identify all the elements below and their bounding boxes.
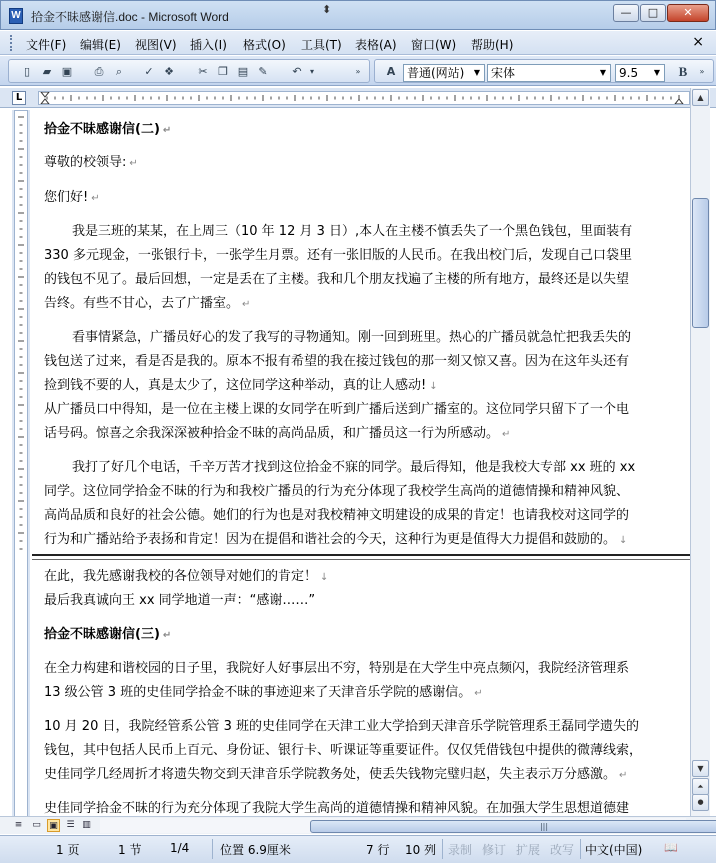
status-track-changes[interactable]: 修订 (482, 843, 507, 857)
body-line[interactable]: 从广播员口中得知，是一位在主楼上课的女同学在听到广播后送到广播室的。这位同学只留下了一个电 (44, 402, 630, 417)
document-close-button[interactable]: × (692, 34, 704, 50)
status-language[interactable]: 中文(中国) (585, 843, 643, 857)
menu-insert[interactable]: 插入(I) (190, 38, 227, 52)
horizontal-scroll-thumb[interactable]: ||| (310, 820, 716, 833)
web-layout-view-icon[interactable]: ▭ (32, 820, 41, 830)
toolbar-options-icon[interactable]: » (699, 67, 705, 76)
vertical-ruler-ticks (15, 111, 27, 551)
reading-layout-view-icon[interactable]: ▥ (82, 820, 91, 830)
body-line[interactable]: 13 级公管 3 班的史佳同学拾金不昧的事迹迎来了天津音乐学院的感谢信。 ↵ (44, 685, 483, 700)
paragraph-mark-icon: ↵ (162, 630, 172, 641)
toolbar-options-icon[interactable]: » (355, 67, 361, 76)
open-folder-icon[interactable]: ▰ (42, 65, 52, 78)
copy-icon[interactable]: ❐ (218, 65, 228, 78)
cut-icon[interactable]: ✂ (198, 65, 208, 78)
chevron-down-icon: ▼ (653, 68, 661, 77)
undo-dropdown-icon[interactable]: ▾ (309, 67, 314, 76)
heading-letter-2[interactable]: 拾金不昧感谢信(二) ↵ (44, 122, 172, 137)
save-icon[interactable]: ▣ (61, 65, 73, 78)
status-record[interactable]: 录制 (448, 843, 473, 857)
page-break (32, 554, 690, 560)
word-app-icon[interactable]: W (9, 8, 23, 24)
print-preview-icon[interactable]: ⌕ (115, 65, 123, 78)
status-page[interactable]: 1 页 (56, 843, 80, 857)
undo-icon[interactable]: ↶ (292, 65, 302, 78)
status-bar (0, 835, 716, 863)
window-title: 拾金不昧感谢信.doc - Microsoft Word (31, 10, 229, 24)
print-icon[interactable]: ⎙ (94, 65, 104, 78)
formatting-toolbar (374, 59, 714, 83)
menu-tools[interactable]: 工具(T) (301, 38, 342, 52)
menu-grip-icon[interactable] (10, 35, 14, 51)
menu-view[interactable]: 视图(V) (135, 38, 177, 52)
status-overtype[interactable]: 改写 (550, 843, 575, 857)
status-column[interactable]: 10 列 (405, 843, 437, 857)
vertical-scrollbar[interactable] (690, 88, 710, 816)
horizontal-scrollbar[interactable] (0, 816, 716, 834)
body-line[interactable]: 钱包送了过来，看是否是我的。原本不报有希望的我在接过钱包的那一刻又惊又喜。因为在这年头还有 (44, 354, 630, 369)
menu-edit[interactable]: 编辑(E) (80, 38, 121, 52)
menu-table[interactable]: 表格(A) (355, 38, 397, 52)
paste-icon[interactable]: ▤ (237, 65, 249, 78)
spelling-status-icon[interactable]: 📖 (664, 841, 678, 854)
vertical-ruler[interactable] (12, 110, 30, 822)
next-page-icon[interactable] (692, 810, 709, 815)
ruler-ticks (39, 92, 689, 104)
paragraph-mark-icon: ↵ (129, 158, 138, 169)
scroll-up-icon[interactable]: ▲ (692, 89, 709, 106)
browse-object-icon[interactable]: ● (692, 794, 709, 811)
status-position[interactable]: 位置 6.9厘米 (220, 843, 291, 857)
body-line[interactable]: 告终。有些不甘心，去了广播室。 ↵ (44, 296, 251, 311)
minimize-button[interactable]: — (613, 4, 639, 22)
chevron-down-icon: ▼ (473, 68, 481, 77)
line-break-icon: ↓ (619, 535, 628, 546)
line-break-icon: ↓ (320, 572, 329, 583)
style-select[interactable] (403, 64, 485, 82)
greeting[interactable]: 您们好! ↵ (44, 190, 100, 205)
drag-cursor-icon: ⬍ (322, 3, 332, 16)
status-line[interactable]: 7 行 (366, 843, 390, 857)
body-line[interactable]: 10 月 20 日，我院经管系公管 3 班的史佳同学在天津工业大学拾到天津音乐学院管理系王磊同学遗失的 (44, 719, 640, 734)
ruler-scale[interactable] (38, 91, 690, 105)
font-select[interactable] (487, 64, 611, 82)
line-break-icon: ↓ (429, 381, 438, 392)
body-line[interactable]: 捡到钱不要的人，真是太少了，这位同学这种举动，真的让人感动! ↓ (44, 378, 438, 393)
body-line[interactable]: 在全力构建和谐校园的日子里，我院好人好事层出不穷，特别是在大学生中亮点频闪，我院经济管理系 (44, 661, 630, 676)
body-line[interactable]: 最后我真诚向王 xx 同学地道一声：“感谢……” (44, 593, 316, 608)
document-area[interactable] (32, 110, 690, 822)
body-line[interactable]: 话号码。惊喜之余我深深被种拾金不昧的高尚品质，和广播员这一行为所感动。 ↵ (44, 426, 511, 441)
salutation[interactable]: 尊敬的校领导: ↵ (44, 155, 138, 170)
horizontal-ruler[interactable] (0, 88, 716, 108)
format-painter-icon[interactable]: ✎ (258, 65, 268, 78)
maximize-button[interactable]: □ (640, 4, 666, 22)
body-line[interactable]: 在此，我先感谢我校的各位领导对她们的肯定！ ↓ (44, 569, 329, 584)
paragraph-mark-icon: ↵ (242, 299, 251, 310)
menu-format[interactable]: 格式(O) (243, 38, 286, 52)
font-size-select[interactable] (615, 64, 665, 82)
menu-help[interactable]: 帮助(H) (471, 38, 514, 52)
body-line[interactable]: 史佳同学几经周折才将遗失物交到天津音乐学院教务处，使丢失钱物完璧归赵，失主表示万分感激。 ↵ (44, 767, 628, 782)
title-bar[interactable] (0, 0, 716, 30)
body-line[interactable]: 行为和广播站给予表扬和肯定！因为在提倡和谐社会的今天，这种行为更是值得大力提倡和鼓励的。 ↓ (44, 532, 628, 547)
horizontal-scroll-track[interactable] (100, 818, 686, 833)
font-value: 宋体 (491, 66, 516, 80)
body-line[interactable]: 高尚品质和良好的社会公德。她们的行为也是对我校精神文明建设的成果的肯定！也请我校对这同学的 (44, 508, 630, 523)
bold-button[interactable]: B (678, 64, 688, 79)
tab-selector-icon[interactable]: L (12, 91, 26, 105)
spelling-icon[interactable]: ✓ (144, 65, 154, 78)
status-section[interactable]: 1 节 (118, 843, 142, 857)
body-line[interactable]: 我是三班的某某，在上周三（10 年 12 月 3 日）,本人在主楼不慎丢失了一个黑色钱包，里面装有 (72, 224, 633, 239)
outline-view-icon[interactable]: ☰ (66, 820, 75, 830)
heading-letter-3[interactable]: 拾金不昧感谢信(三) ↵ (44, 627, 172, 642)
menu-window[interactable]: 窗口(W) (411, 38, 457, 52)
chevron-down-icon: ▼ (599, 68, 607, 77)
research-icon[interactable]: ❖ (164, 65, 174, 78)
body-line[interactable]: 史佳同学拾金不昧的行为充分体现了我院大学生高尚的道德情操和精神风貌。在加强大学生思想道德建 (44, 801, 630, 816)
menu-bar (0, 31, 716, 55)
menu-file[interactable]: 文件(F) (26, 38, 67, 52)
new-document-icon[interactable]: ▯ (23, 65, 31, 78)
close-button[interactable]: ✕ (667, 4, 709, 22)
toolbar (0, 56, 716, 86)
paragraph-mark-icon: ↵ (474, 688, 483, 699)
normal-view-icon[interactable]: ≡ (14, 820, 23, 830)
scroll-down-icon[interactable]: ▼ (692, 760, 709, 777)
paragraph-mark-icon: ↵ (91, 193, 100, 204)
standard-toolbar (8, 59, 370, 83)
vertical-ruler-scale (14, 110, 28, 822)
body-line[interactable]: 同学。这位同学拾金不昧的行为和我校广播员的行为充分体现了我校学生高尚的道德情操和精神风貌、 (44, 484, 630, 499)
status-page-of[interactable]: 1/4 (170, 841, 190, 855)
paragraph-mark-icon: ↵ (619, 770, 628, 781)
vertical-scroll-thumb[interactable] (692, 198, 709, 328)
print-layout-view-icon[interactable]: ▣ (47, 819, 60, 832)
style-value: 普通(网站) (407, 66, 465, 80)
body-line[interactable]: 看事情紧急，广播员好心的发了我写的寻物通知。刚一回到班里。热心的广播员就急忙把我丢失的 (72, 330, 632, 345)
paragraph-mark-icon: ↵ (162, 125, 172, 136)
status-extend[interactable]: 扩展 (516, 843, 541, 857)
font-size-value: 9.5 (619, 66, 639, 80)
body-line[interactable]: 330 多元现金，一张银行卡，一张学生月票。还有一张旧版的人民币。在我出校门后，发现自己口袋里 (44, 248, 632, 263)
body-line[interactable]: 钱包，其中包括人民币上百元、身份证、银行卡、听课证等重要证件。仅仅凭借钱包中提供的微薄线索， (44, 743, 643, 758)
body-line[interactable]: 的钱包不见了。最后回想，一定是丢在了主楼。我和几个朋友找遍了主楼的所有地方，最终还是以失望 (44, 272, 630, 287)
body-line[interactable]: 我打了好几个电话，千辛万苦才找到这位拾金不寐的同学。最后得知，他是我校大专部 xx 班的 xx (72, 460, 636, 475)
paragraph-mark-icon: ↵ (502, 429, 511, 440)
styles-icon[interactable]: A (386, 65, 396, 78)
previous-page-icon[interactable]: ⏶ (692, 778, 709, 795)
